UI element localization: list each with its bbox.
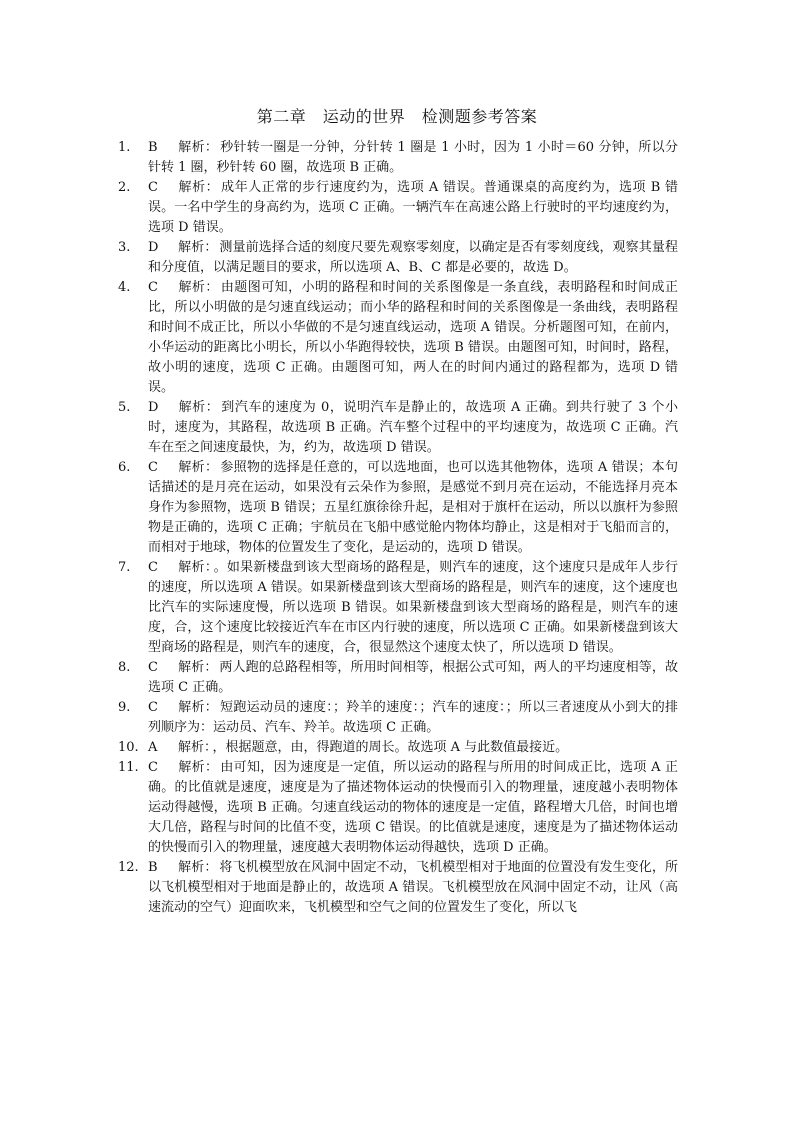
answer-letter: D [148, 240, 159, 255]
analysis-label: 解析： [178, 560, 212, 575]
analysis-label: 解析： [178, 740, 211, 755]
analysis-text: 。如果新楼盘到该大型商场的路程是，则汽车的速度，这个速度只是成年人步行的速度，所以选项 A 错误。如果新楼盘到该大型商场的路程是，则汽车的速度，这个速度也比汽车的实际速度慢，所以选项 B 错误。如果新楼盘到该大型商场的路程是，则汽车的速度，合，这个速度比较接近汽车在市区内行驶的速度，所以选项 C 正确。如果新楼盘到该大型商场的路程是，则汽车的速度，合，很显然这个速度太快了，所以选项 D 错误。 [148, 560, 678, 655]
answer-item [118, 658, 678, 698]
item-number: 11. [118, 760, 139, 775]
item-number: 6. [118, 460, 131, 475]
answer-item [118, 278, 678, 398]
answer-letter: C [148, 660, 158, 675]
analysis-label: 解析： [178, 140, 219, 155]
item-number: 9. [118, 700, 131, 715]
item-number: 5. [118, 400, 131, 415]
answer-letter: C [148, 280, 158, 295]
analysis-text: 参照物的选择是任意的，可以选地面，也可以选其他物体，选项 A 错误；本句话描述的是月亮在运动，如果没有云朵作为参照，是感觉不到月亮在运动，不能选择月亮本身作为参照物，选项 B 错误；五星红旗徐徐升起，是相对于旗杆在运动，所以以旗杆为参照物是正确的，选项 C 正确；宇航员在飞船中感觉舱内物体均静止，这是相对于飞船而言的，而相对于地球，物体的位置发生了变化，是运动的，选项 D 错误。 [148, 460, 678, 555]
answer-letter: C [148, 560, 158, 575]
answer-item [118, 178, 678, 238]
item-number: 4. [118, 280, 131, 295]
answer-item [118, 758, 678, 858]
analysis-label: 解析： [178, 180, 220, 195]
item-number: 10. [118, 740, 139, 755]
answer-letter: B [148, 140, 158, 155]
answer-list [118, 138, 678, 918]
analysis-text: 由可知，因为速度是一定值，所以运动的路程与所用的时间成正比，选项 A 正确。的比值就是速度，速度是为了描述物体运动的快慢而引入的物理量，速度越小表明物体运动得越慢，选项 B 正确。匀速直线运动的物体的速度是一定值，路程增大几倍，时间也增大几倍，路程与时间的比值不变，选项 C 错误。的比值就是速度，速度是为了描述物体运动的快慢而引入的物理量，速度越大表明物体运动得越快，选项 D 正确。 [148, 760, 678, 855]
page-title: 第二章 运动的世界 检测题参考答案 [256, 107, 538, 126]
analysis-label: 解析： [178, 860, 218, 875]
answer-item [118, 858, 678, 918]
analysis-label: 解析： [178, 400, 220, 415]
analysis-label: 解析： [178, 700, 219, 715]
answer-item [118, 138, 678, 178]
answer-letter: C [148, 700, 158, 715]
answer-letter: C [148, 460, 158, 475]
answer-letter: B [148, 860, 158, 875]
analysis-text: 测量前选择合适的刻度尺要先观察零刻度，以确定是否有零刻度线，观察其量程和分度值，以满足题目的要求，所以选项 A、B、C 都是必要的，故选 D。 [148, 240, 678, 275]
analysis-text: ，根据题意，由，得跑道的周长。故选项 A 与此数值最接近。 [212, 740, 569, 755]
answer-item [118, 398, 678, 458]
analysis-label: 解析： [178, 240, 218, 255]
analysis-text: 短跑运动员的速度：；羚羊的速度：；汽车的速度：；所以三者速度从小到大的排列顺序为：运动员、汽车、羚羊。故选项 C 正确。 [148, 700, 678, 735]
item-number: 8. [118, 660, 131, 675]
answer-letter: C [148, 180, 158, 195]
item-number: 2. [118, 180, 131, 195]
analysis-text: 由题图可知，小明的路程和时间的关系图像是一条直线，表明路程和时间成正比，所以小明做的是匀速直线运动；而小华的路程和时间的关系图像是一条曲线，表明路程和时间不成正比，所以小华做的不是匀速直线运动，选项 A 错误。分析题图可知，在前内，小华运动的距离比小明长，所以小华跑得较快，选项 B 错误。由题图可知，时间时，路程，故小明的速度，选项 C 正确。由题图可知，两人在的时间内通过的路程都为，选项 D 错误。 [148, 280, 678, 395]
analysis-text: 两人跑的总路程相等，所用时间相等，根据公式可知，两人的平均速度相等，故选项 C 正确。 [148, 660, 678, 695]
analysis-text: 成年人正常的步行速度约为，选项 A 错误。普通课桌的高度约为，选项 B 错误。一名中学生的身高约为，选项 C 正确。一辆汽车在高速公路上行驶时的平均速度约为，选项 D 错误。 [148, 180, 678, 235]
answer-letter: C [148, 760, 158, 775]
item-number: 12. [118, 860, 139, 875]
item-number: 1. [118, 140, 131, 155]
answer-item [118, 738, 678, 758]
answer-item [118, 238, 678, 278]
item-number: 7. [118, 560, 131, 575]
analysis-text: 到汽车的速度为 0，说明汽车是静止的，故选项 A 正确。到共行驶了 3 个小时，速度为，其路程，故选项 B 正确。汽车整个过程中的平均速度为，故选项 C 正确。汽车在至之间速度最快，为，约为，故选项 D 错误。 [148, 400, 678, 455]
answer-item [118, 698, 678, 738]
analysis-text: 将飞机模型放在风洞中固定不动，飞机模型相对于地面的位置没有发生变化，所以飞机模型相对于地面是静止的，故选项 A 错误。飞机模型放在风洞中固定不动，让风（高速流动的空气）迎面吹来，飞机模型和空气之间的位置发生了变化，所以飞 [148, 860, 678, 915]
item-number: 3. [118, 240, 131, 255]
answer-item [118, 558, 678, 658]
answer-letter: D [148, 400, 159, 415]
analysis-label: 解析： [178, 660, 218, 675]
analysis-label: 解析： [178, 280, 219, 295]
answer-item [118, 458, 678, 558]
analysis-label: 解析： [178, 460, 219, 475]
analysis-text: 秒针转一圈是一分钟，分针转 1 圈是 1 小时，因为 1 小时＝60 分钟，所以分针转 1 圈，秒针转 60 圈，故选项 B 正确。 [148, 140, 678, 175]
answer-letter: A [148, 740, 158, 755]
analysis-label: 解析： [178, 760, 219, 775]
